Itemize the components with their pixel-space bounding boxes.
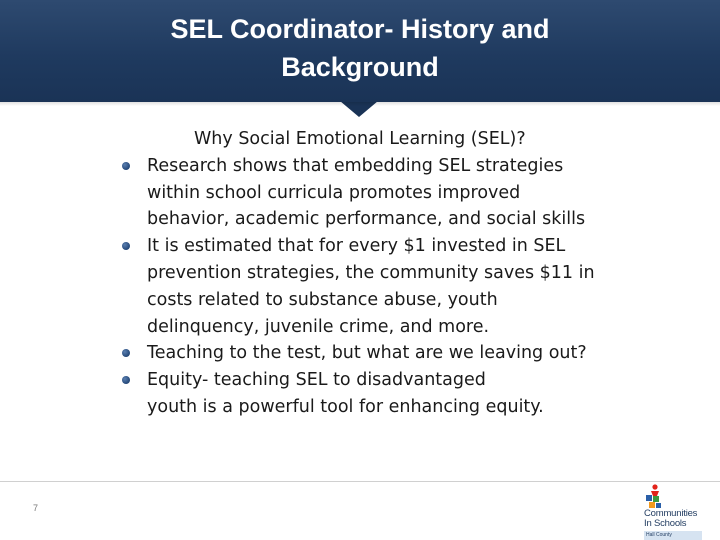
bullet-line: delinquency, juvenile crime, and more. (147, 316, 490, 337)
bullet-item (120, 367, 620, 421)
bullet-line: youth is a powerful tool for enhancing equity. (147, 396, 544, 417)
logo-line-2: In Schools (644, 517, 687, 529)
bullet-icon (122, 162, 130, 170)
bullet-line: within school curricula promotes improved (147, 182, 521, 203)
bullet-line: prevention strategies, the community saves $11 in (147, 262, 595, 283)
bullet-line: behavior, academic performance, and social skills (147, 209, 586, 230)
slide-title-line-1: SEL Coordinator- History and (170, 14, 550, 44)
slide-title-line-2: Background (281, 52, 439, 82)
bullet-item (120, 340, 620, 367)
bullet-item (120, 153, 620, 233)
bullet-line: Teaching to the test, but what are we leaving out? (147, 343, 587, 364)
bullet-line: It is estimated that for every $1 invested in SEL (147, 236, 566, 257)
bullet-line: Equity- teaching SEL to disadvantaged (147, 370, 486, 391)
logo-subtitle: Hall County (644, 531, 702, 540)
bullet-list (120, 153, 620, 421)
communities-in-schools-logo (636, 482, 710, 540)
bullet-icon (122, 376, 130, 384)
slide-body (120, 126, 620, 421)
bullet-item (120, 233, 620, 340)
logo-line-1: Communities (644, 508, 698, 519)
page-number: 7 (33, 503, 39, 513)
footer-divider (0, 481, 720, 482)
body-heading: Why Social Emotional Learning (SEL)? (194, 129, 526, 149)
banner-shadow (0, 102, 720, 106)
cis-logo-icon (636, 482, 710, 510)
bullet-line: Research shows that embedding SEL strategies (147, 155, 564, 176)
bullet-icon (122, 242, 130, 250)
bullet-line: costs related to substance abuse, youth (147, 289, 498, 310)
slide-title (0, 10, 720, 86)
bullet-icon (122, 349, 130, 357)
logo-wordmark (644, 509, 697, 528)
